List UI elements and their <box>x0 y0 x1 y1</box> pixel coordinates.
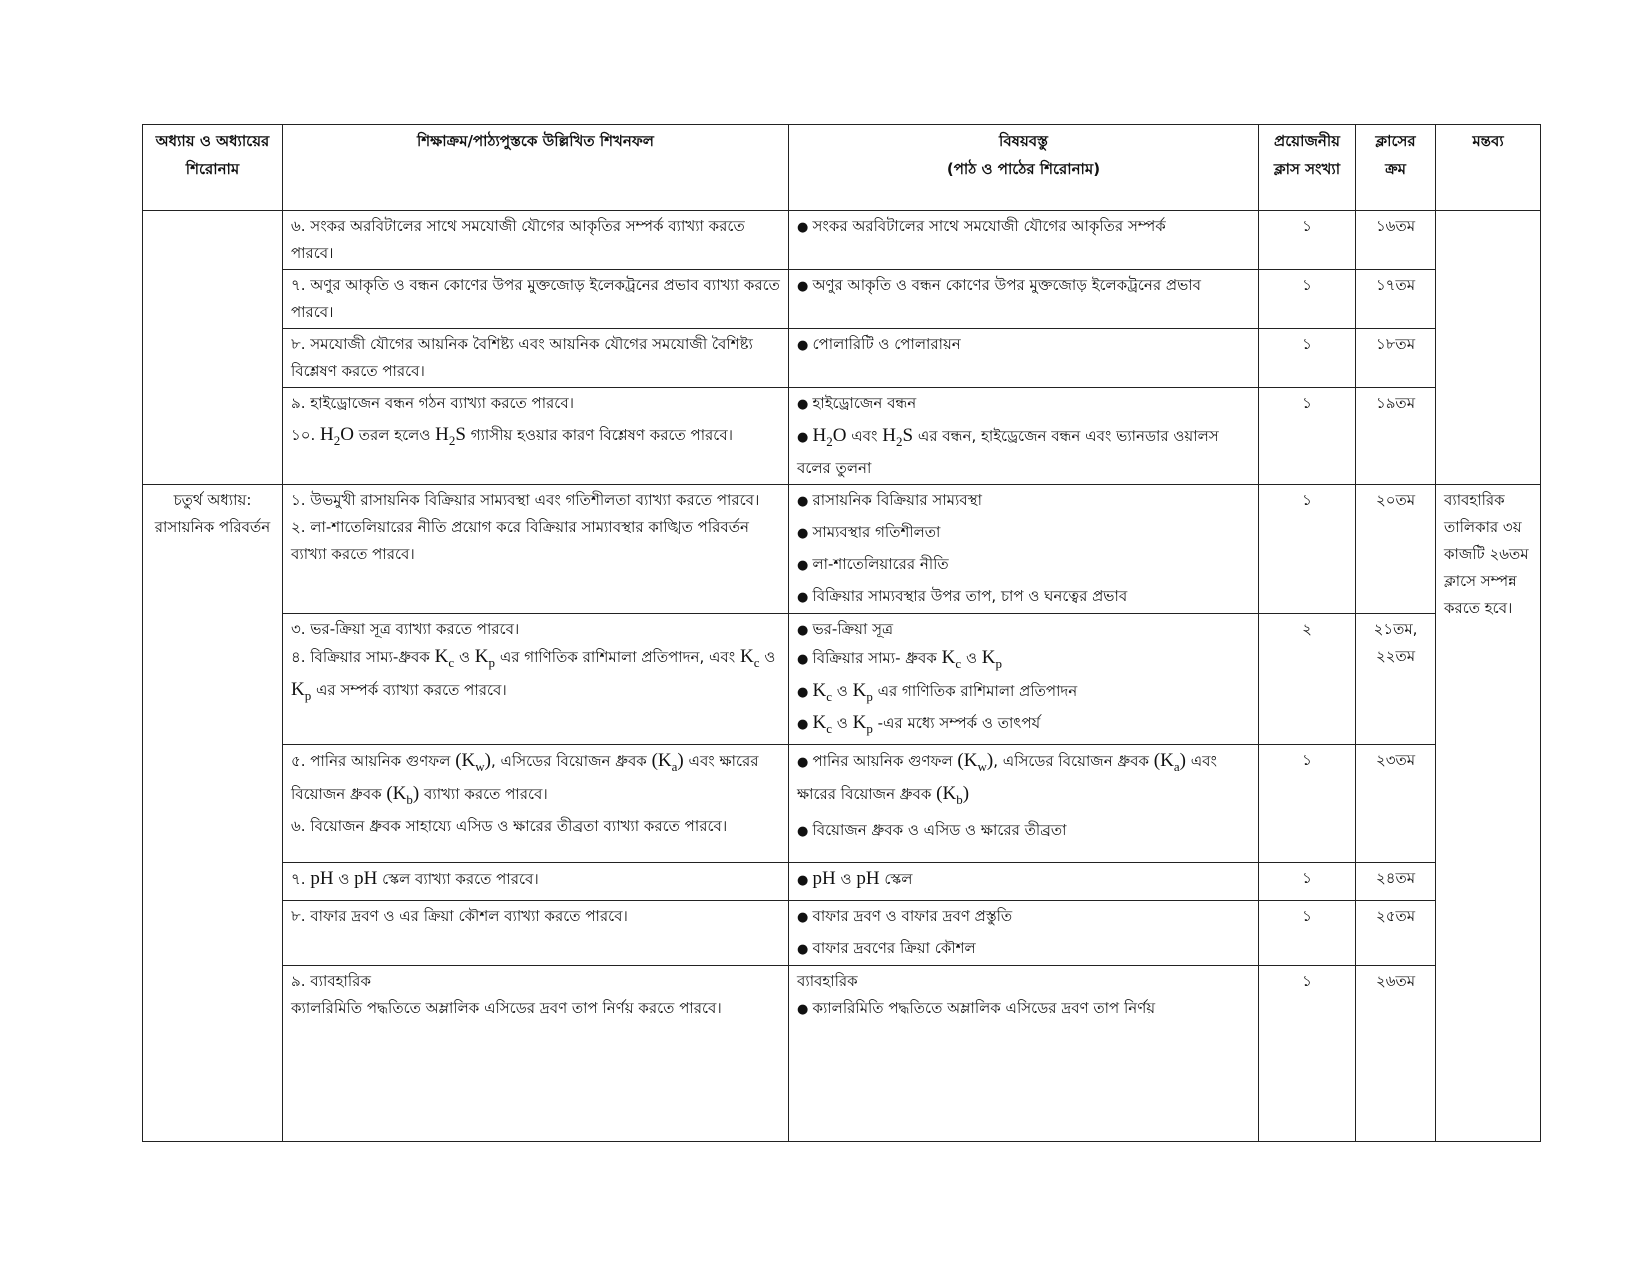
class-order-cell: ১৮তম <box>1356 329 1436 388</box>
content-item: ● বাফার দ্রবণের ক্রিয়া কৌশল <box>797 935 1250 963</box>
formula-h2s: $H_2S$ <box>882 425 914 449</box>
class-order-cell: ১৭তম <box>1356 270 1436 329</box>
outcome-line: ৯. ব্যাবহারিক <box>291 972 371 991</box>
header-class-count: প্রয়োজনীয় ক্লাস সংখ্যা <box>1259 125 1356 211</box>
content-text: পানির আয়নিক গুণফল <box>812 752 953 771</box>
class-count-cell: ১ <box>1259 388 1356 485</box>
class-count-cell: ১ <box>1259 211 1356 270</box>
content-item: ● বিয়োজন ধ্রুবক ও এসিড ও ক্ষারের তীব্রতা <box>797 817 1250 845</box>
header-content <box>789 125 1259 211</box>
content-item <box>797 422 1250 482</box>
formula-kp: $K_p$ <box>474 645 496 670</box>
content-text: ও <box>836 681 848 700</box>
formula-kp: $K_p$ <box>852 679 873 704</box>
formula-kw: $(K_w)$ <box>957 750 994 774</box>
remark-cell: ব্যাবহারিক তালিকার ৩য় কাজটি ২৬তম ক্লাসে সম্পন্ন করতে হবে। <box>1436 484 1541 1141</box>
content-item <box>797 644 1250 677</box>
table-row <box>143 863 1541 901</box>
content-item <box>797 709 1250 742</box>
content-cell <box>789 745 1259 863</box>
outcome-cell: ৭. অণুর আকৃতি ও বন্ধন কোণের উপর মুক্তজোড় ইলেকট্রনের প্রভাব ব্যাখ্যা করতে পারবে। <box>283 270 789 329</box>
content-item: ● সংকর অরবিটালের সাথে সমযোজী যৌগের আকৃতির সম্পর্ক <box>797 217 1166 235</box>
outcome-line <box>291 643 780 709</box>
formula-kb: $(K_b)$ <box>386 782 420 807</box>
content-cell <box>789 613 1259 744</box>
outcome-text: ১০. <box>291 426 316 444</box>
outcome-line <box>291 421 780 454</box>
content-heading: ব্যাবহারিক <box>797 972 858 991</box>
formula-ka: $(K_a)$ <box>1153 750 1186 774</box>
header-content-subtitle: (পাঠ ও পাঠের শিরোনাম) <box>946 160 1101 178</box>
outcome-cell: ৮. সমযোজী যৌগের আয়নিক বৈশিষ্ট্য এবং আয়নিক যৌগের সমযোজী বৈশিষ্ট্য বিশ্লেষণ করতে পারবে। <box>283 329 789 388</box>
table-row <box>143 901 1541 966</box>
table-row <box>143 388 1541 485</box>
content-item <box>797 870 912 888</box>
content-item: ● ক্যালরিমিতি পদ্ধতিতে অম্লালিক এসিডের দ্রবণ তাপ নির্ণয় <box>797 995 1250 1023</box>
outcome-line <box>291 747 780 813</box>
outcome-text: গ্যাসীয় হওয়ার কারণ বিশ্লেষণ করতে পারবে। <box>470 426 734 444</box>
content-cell <box>789 211 1259 270</box>
outcome-line: ১. উভমুখী রাসায়নিক বিক্রিয়ার সাম্যবস্থা এবং গতিশীলতা ব্যাখ্যা করতে পারবে। <box>291 490 760 509</box>
content-item <box>797 677 1250 710</box>
outcome-cell <box>283 388 789 485</box>
table-row <box>143 484 1541 613</box>
table-row <box>143 329 1541 388</box>
outcome-text: ও <box>458 647 471 666</box>
outcome-text: ৫. পানির আয়নিক গুণফল <box>291 752 451 771</box>
outcome-cell <box>283 613 789 744</box>
outcome-text: ৪. বিক্রিয়ার সাম্য-ধ্রুবক <box>291 647 430 666</box>
class-order-cell: ২১তম, ২২তম <box>1356 613 1436 744</box>
outcome-line: ৩. ভর-ক্রিয়া সূত্র ব্যাখ্যা করতে পারবে। <box>291 619 520 638</box>
outcome-cell <box>283 745 789 863</box>
lesson-plan-table <box>142 124 1541 1142</box>
formula-kc: $K_c$ <box>812 679 832 704</box>
content-item: ● হাইড্রোজেন বন্ধন <box>797 390 1250 418</box>
outcome-cell <box>283 863 789 901</box>
class-order-cell: ২৩তম <box>1356 745 1436 863</box>
class-order-cell: ২৬তম <box>1356 966 1436 1142</box>
outcome-line: ৯. হাইড্রোজেন বন্ধন গঠন ব্যাখ্যা করতে পারবে। <box>291 394 575 412</box>
header-outcomes: শিক্ষাক্রম/পাঠ্যপুস্তকে উল্লিখিত শিখনফল <box>283 125 789 211</box>
formula-kb: $(K_b)$ <box>936 782 970 807</box>
content-item: ● বাফার দ্রবণ ও বাফার দ্রবণ প্রস্তুতি <box>797 903 1250 931</box>
outcome-text: এবং ক্ষারের বিয়োজন ধ্রুবক <box>291 752 759 803</box>
content-item: ● রাসায়নিক বিক্রিয়ার সাম্যবস্থা <box>797 487 1250 515</box>
outcome-text: এর সম্পর্ক ব্যাখ্যা করতে পারবে। <box>316 680 507 699</box>
class-count-cell: ১ <box>1259 484 1356 613</box>
class-order-cell: ২০তম <box>1356 484 1436 613</box>
class-count-cell: ১ <box>1259 270 1356 329</box>
formula-kc: $K_c$ <box>739 645 760 670</box>
class-order-cell: ২৪তম <box>1356 863 1436 901</box>
content-text: এবং ক্ষারের বিয়োজন ধ্রুবক <box>797 752 1217 803</box>
content-text: ও <box>840 870 852 889</box>
content-cell <box>789 329 1259 388</box>
formula-ph: pH <box>310 868 334 890</box>
outcome-text: স্কেল ব্যাখ্যা করতে পারবে। <box>382 870 539 889</box>
table-row <box>143 613 1541 744</box>
content-item <box>797 747 1250 813</box>
table-row <box>143 966 1541 1142</box>
content-text: এর গাণিতিক রাশিমালা প্রতিপাদন <box>877 681 1078 700</box>
formula-ph: pH <box>856 868 880 890</box>
outcome-line: ক্যালরিমিতি পদ্ধতিতে অম্লালিক এসিডের দ্রবণ তাপ নির্ণয় করতে পারবে। <box>291 999 722 1018</box>
outcome-cell <box>283 966 789 1142</box>
class-order-cell: ১৬তম <box>1356 211 1436 270</box>
outcome-line: ৬. বিয়োজন ধ্রুবক সাহায্যে এসিড ও ক্ষারের তীব্রতা ব্যাখ্যা করতে পারবে। <box>291 816 728 835</box>
formula-ph: pH <box>354 868 378 890</box>
content-text: -এর মধ্যে সম্পর্ক ও তাৎপর্য <box>877 714 1041 733</box>
formula-kw: $(K_w)$ <box>455 750 491 774</box>
content-item: ● পোলারিটি ও পোলারায়ন <box>797 335 961 353</box>
outcome-text: ও <box>764 647 776 666</box>
content-item: ● লা-শাতেলিয়ারের নীতি <box>797 551 1250 579</box>
content-text: ও <box>836 714 848 733</box>
formula-h2o: $H_2O$ <box>320 424 355 448</box>
content-text: বিক্রিয়ার সাম্য- ধ্রুবক <box>812 648 937 667</box>
content-cell <box>789 388 1259 485</box>
class-count-cell: ২ <box>1259 613 1356 744</box>
table-row <box>143 270 1541 329</box>
outcome-text: ব্যাখ্যা করতে পারবে। <box>424 784 548 803</box>
table-row <box>143 211 1541 270</box>
content-cell <box>789 966 1259 1142</box>
content-item: ● বিক্রিয়ার সাম্যবস্থার উপর তাপ, চাপ ও ঘনত্বের প্রভাব <box>797 583 1250 611</box>
formula-kc: $K_c$ <box>941 646 962 671</box>
class-order-cell: ২৫তম <box>1356 901 1436 966</box>
class-count-cell: ১ <box>1259 901 1356 966</box>
header-content-title: বিষয়বস্তু <box>999 132 1048 150</box>
outcome-text: , এসিডের বিয়োজন ধ্রুবক <box>490 752 647 771</box>
formula-kp: $K_p$ <box>981 646 1003 671</box>
content-item: ● সাম্যবস্থার গতিশীলতা <box>797 519 1250 547</box>
content-text: এর বন্ধন, হাইড্রেজেন বন্ধন এবং ভ্যানডার ওয়ালস বলের তুলনা <box>797 427 1219 477</box>
header-chapter: অধ্যায় ও অধ্যায়ের শিরোনাম <box>143 125 283 211</box>
content-cell <box>789 270 1259 329</box>
outcome-line: ২. লা-শাতেলিয়ারের নীতি প্রয়োগ করে বিক্রিয়ার সাম্যাবস্থার কাঙ্খিত পরিবর্তন ব্যাখ্যা করতে পারবে। <box>291 517 749 563</box>
header-row <box>143 125 1541 211</box>
outcome-cell: ৮. বাফার দ্রবণ ও এর ক্রিয়া কৌশল ব্যাখ্যা করতে পারবে। <box>283 901 789 966</box>
outcome-text: ৭. <box>291 870 306 889</box>
chapter-cell-prev <box>143 211 283 485</box>
formula-kc: $K_c$ <box>434 645 455 670</box>
formula-h2o: $H_2O$ <box>812 425 847 449</box>
content-cell <box>789 863 1259 901</box>
content-text: স্কেল <box>884 870 913 889</box>
content-cell <box>789 901 1259 966</box>
chapter-title-cell: চতুর্থ অধ্যায়: রাসায়নিক পরিবর্তন <box>143 484 283 1141</box>
content-text: , এসিডের বিয়োজন ধ্রুবক <box>993 752 1150 771</box>
class-count-cell: ১ <box>1259 745 1356 863</box>
header-remark: মন্তব্য <box>1436 125 1541 211</box>
formula-kp: $K_p$ <box>852 712 873 737</box>
outcome-text: ও <box>338 870 350 889</box>
formula-h2s: $H_2S$ <box>435 424 466 448</box>
table-row <box>143 745 1541 863</box>
content-cell <box>789 484 1259 613</box>
outcome-text: এর গাণিতিক রাশিমালা প্রতিপাদন, এবং <box>499 647 736 666</box>
class-count-cell: ১ <box>1259 863 1356 901</box>
outcome-cell <box>283 484 789 613</box>
content-text: এবং <box>851 427 878 445</box>
class-count-cell: ১ <box>1259 329 1356 388</box>
content-item: ● ভর-ক্রিয়া সূত্র <box>797 616 1250 644</box>
outcome-text: তরল হলেও <box>358 426 431 444</box>
header-class-order: ক্লাসের ক্রম <box>1356 125 1436 211</box>
content-text: ও <box>965 648 977 667</box>
formula-ka: $(K_a)$ <box>651 750 684 774</box>
content-item: ● অণুর আকৃতি ও বন্ধন কোণের উপর মুক্তজোড় ইলেকট্রনের প্রভাব <box>797 276 1201 294</box>
remark-cell-prev <box>1436 211 1541 485</box>
class-count-cell: ১ <box>1259 966 1356 1142</box>
formula-kp: $K_p$ <box>291 678 312 703</box>
formula-kc: $K_c$ <box>812 712 832 737</box>
formula-ph: pH <box>812 868 836 890</box>
class-order-cell: ১৯তম <box>1356 388 1436 485</box>
outcome-cell: ৬. সংকর অরবিটালের সাথে সমযোজী যৌগের আকৃতির সম্পর্ক ব্যাখ্যা করতে পারবে। <box>283 211 789 270</box>
